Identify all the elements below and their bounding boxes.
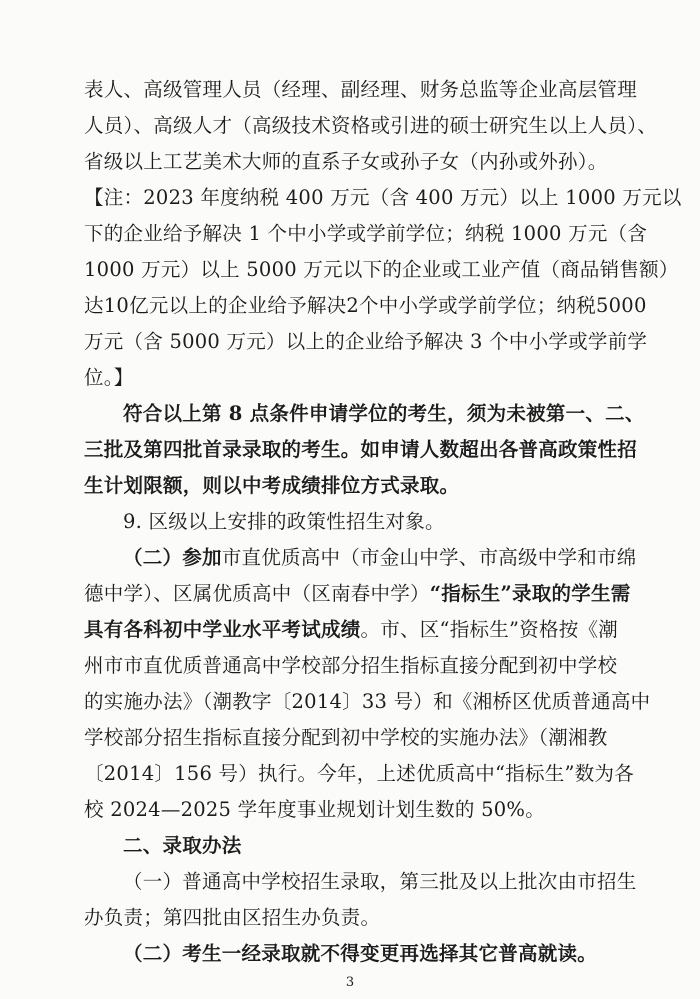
text-line: （二）参加市直优质高中（市金山中学、市高级中学和市绵 [123, 546, 637, 569]
text-line: 人员）、高级人才（高级技术资格或引进的硕士研究生以上人员）、 [84, 114, 658, 137]
bold-paragraph-line: 符合以上第 8 点条件申请学位的考生，须为未被第一、二、 [123, 402, 645, 425]
bold-paragraph-line: （二）考生一经录取就不得变更再选择其它普高就读。 [123, 942, 598, 965]
note-line: 【注：2023 年度纳税 400 万元（含 400 万元）以上 1000 万元以 [84, 186, 682, 209]
note-line: 达10亿元以上的企业给予解决2个中小学或学前学位；纳税5000 [84, 294, 647, 317]
section-heading: 二、录取办法 [123, 834, 242, 857]
page-number: 3 [345, 975, 355, 990]
text-line: 校 2024—2025 学年度事业规划计划生数的 50%。 [84, 798, 545, 821]
text-line: 省级以上工艺美术大师的直系子女或孙子女（内孙或外孙）。 [84, 150, 608, 173]
text-line: 学校部分招生指标直接分配到初中学校的实施办法》（潮湘教 [84, 726, 608, 749]
text-line: 〔2014〕156 号）执行。今年，上述优质高中“指标生”数为各 [84, 762, 634, 785]
bold-paragraph-line: 三批及第四批首录录取的考生。如申请人数超出各普高政策性招 [84, 438, 638, 461]
text-line: 的实施办法》（潮教字〔2014〕33 号）和《湘桥区优质普通高中 [84, 690, 651, 713]
bold-paragraph-line: 生计划限额，则以中考成绩排位方式录取。 [84, 474, 460, 497]
note-line: 万元（含 5000 万元）以上的企业给予解决 3 个中小学或学前学 [84, 330, 648, 353]
note-line: 1000 万元）以上 5000 万元以下的企业或工业产值（商品销售额） [84, 258, 679, 281]
text-line: 州市市直优质普通高中学校部分招生指标直接分配到初中学校 [84, 654, 618, 677]
text-line: （一）普通高中学校招生录取，第三批及以上批次由市招生 [123, 870, 637, 893]
list-item-9: 9. 区级以上安排的政策性招生对象。 [123, 510, 445, 533]
text-line: 办负责；第四批由区招生办负责。 [84, 906, 381, 929]
text-line: 具有各科初中学业水平考试成绩。市、区“指标生”资格按《潮 [84, 618, 618, 641]
text-line: 德中学）、区属优质高中（区南春中学）“指标生”录取的学生需 [84, 582, 631, 605]
note-line: 下的企业给予解决 1 个中小学或学前学位；纳税 1000 万元（含 [84, 222, 648, 245]
note-line: 位。】 [84, 366, 134, 389]
text-line: 表人、高级管理人员（经理、副经理、财务总监等企业高层管理 [84, 78, 638, 101]
